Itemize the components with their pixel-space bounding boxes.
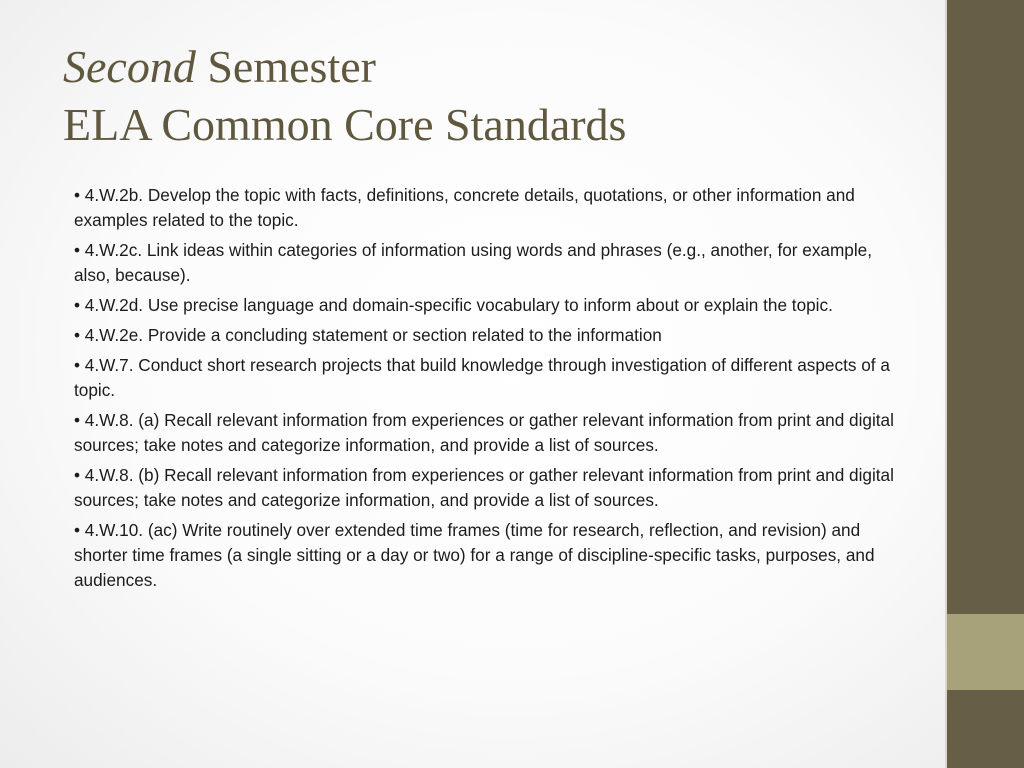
title-line-1-rest: Semester xyxy=(195,41,376,92)
standard-item: • 4.W.2d. Use precise language and domain-specific vocabulary to inform about or explain the topic. xyxy=(74,295,833,315)
standard-item: • 4.W.8. (b) Recall relevant information from experiences or gather relevant information from print and digital sources; take notes and categorize information, and provide a list of sources. xyxy=(74,465,894,510)
side-band-bottom xyxy=(947,690,1024,768)
standard-item: • 4.W.2b. Develop the topic with facts, definitions, concrete details, quotations, or other information and examples related to the topic. xyxy=(74,185,855,230)
side-band-accent xyxy=(947,614,1024,690)
standard-item: • 4.W.8. (a) Recall relevant information from experiences or gather relevant information from print and digital sources; take notes and categorize information, and provide a list of sources. xyxy=(74,410,894,455)
standard-item: • 4.W.7. Conduct short research projects that build knowledge through investigation of different aspects of a topic. xyxy=(74,355,890,400)
standard-item: • 4.W.10. (ac) Write routinely over extended time frames (time for research, reflection, and revision) and shorter time frames (a single sitting or a day or two) for a range of discipline-specific tasks, purposes, and audiences. xyxy=(74,520,875,590)
slide-title xyxy=(63,38,923,154)
title-line-1 xyxy=(63,38,923,96)
title-line-2: ELA Common Core Standards xyxy=(63,99,627,150)
standard-item: • 4.W.2c. Link ideas within categories of information using words and phrases (e.g., another, for example, also, because). xyxy=(74,240,873,285)
side-band-top xyxy=(947,0,1024,614)
standard-item: • 4.W.2e. Provide a concluding statement or section related to the information xyxy=(74,325,662,345)
standards-list xyxy=(74,183,904,598)
title-emphasis: Second xyxy=(63,41,196,92)
